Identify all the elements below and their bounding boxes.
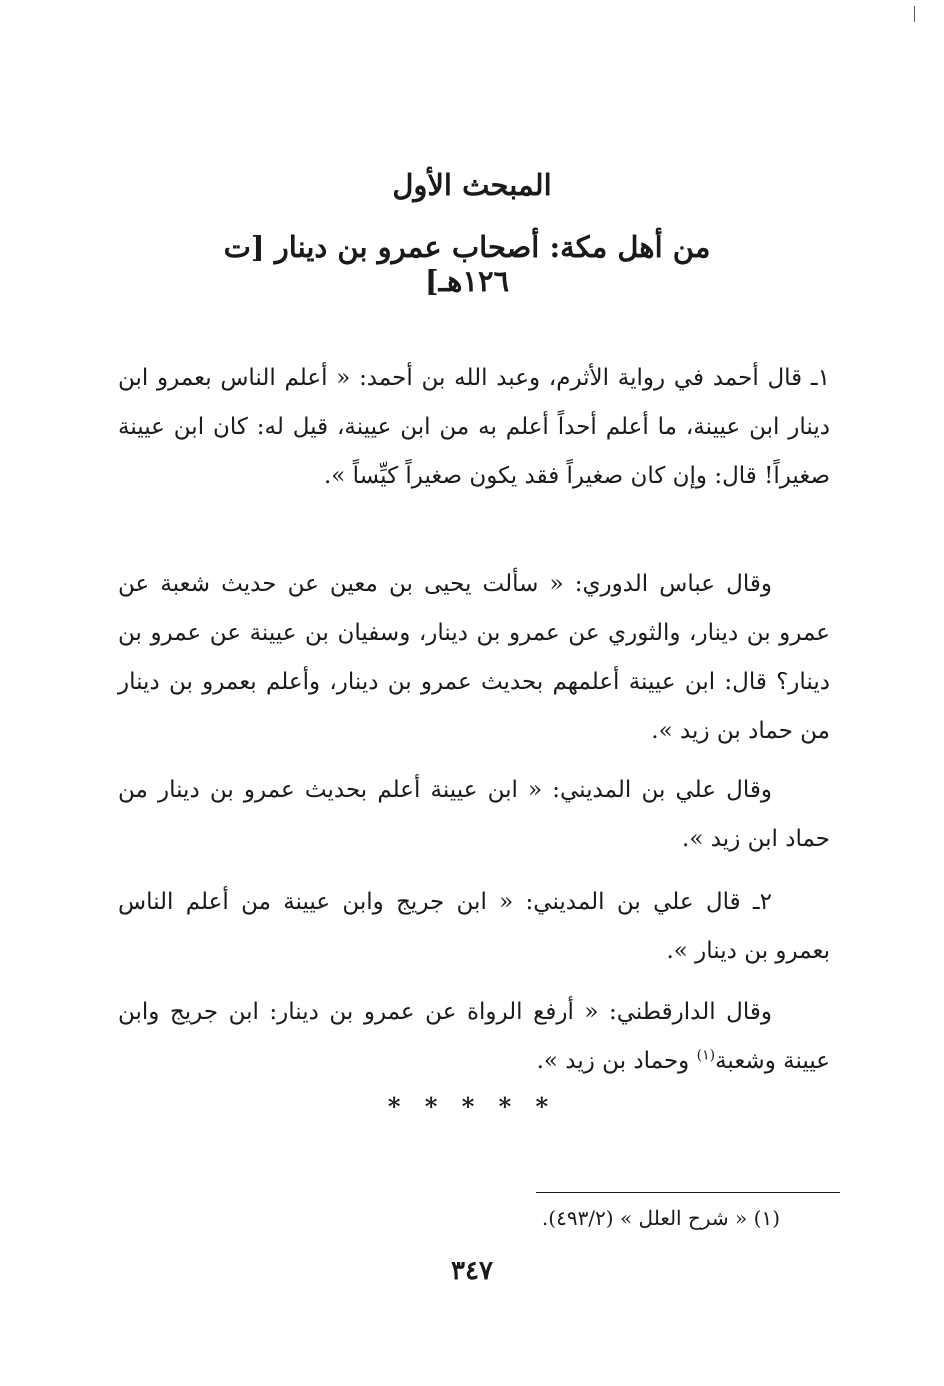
scan-mark [914,6,915,22]
page-number: ٣٤٧ [451,1256,493,1286]
paragraph-1: ١ـ قال أحمد في رواية الأثرم، وعبد الله بن أحمد: « أعلم الناس بعمرو ابن دينار ابن عيينة، ما أعلم أحداً أعلم به من ابن عيينة، قيل له: كان ابن عيينة صغيراً! قال: وإن كان صغيراً فقد يكون صغيراً كيِّساً ». [118,365,830,489]
paragraph-5-text-before: وقال الدارقطني: « أرفع الرواة عن عمرو بن دينار: ابن جريج وابن عيينة وشعبة [118,999,830,1074]
paragraph-3: وقال علي بن المديني: « ابن عيينة أعلم بحديث عمرو بن دينار من حماد ابن زيد ». [118,777,830,852]
footnote-reference: (١) [696,1047,716,1064]
paragraph-5-text-after: وحماد بن زيد ». [536,1048,697,1074]
footnote-rule [536,1192,840,1193]
section-separator: * * * * * [387,1092,557,1121]
section-title: المبحث الأول [392,168,552,202]
paragraph-4: ٢ـ قال علي بن المديني: « ابن جريج وابن عيينة من أعلم الناس بعمرو بن دينار ». [118,889,830,964]
section-subtitle: من أهل مكة: أصحاب عمرو بن دينار [ت ١٢٦هـ] [223,230,711,298]
paragraph-2: وقال عباس الدوري: « سألت يحيى بن معين عن حديث شعبة عن عمرو بن دينار، والثوري عن عمرو بن دينار، وسفيان بن عيينة عن عمرو بن دينار؟ قال: ابن عيينة أعلمهم بحديث عمرو بن دينار، وأعلم بعمرو بن دينار من حماد بن زيد ». [118,571,830,744]
footnote: (١) « شرح العلل » (٤٩٣/٢). [541,1206,780,1230]
paragraph-5 [118,988,830,1086]
